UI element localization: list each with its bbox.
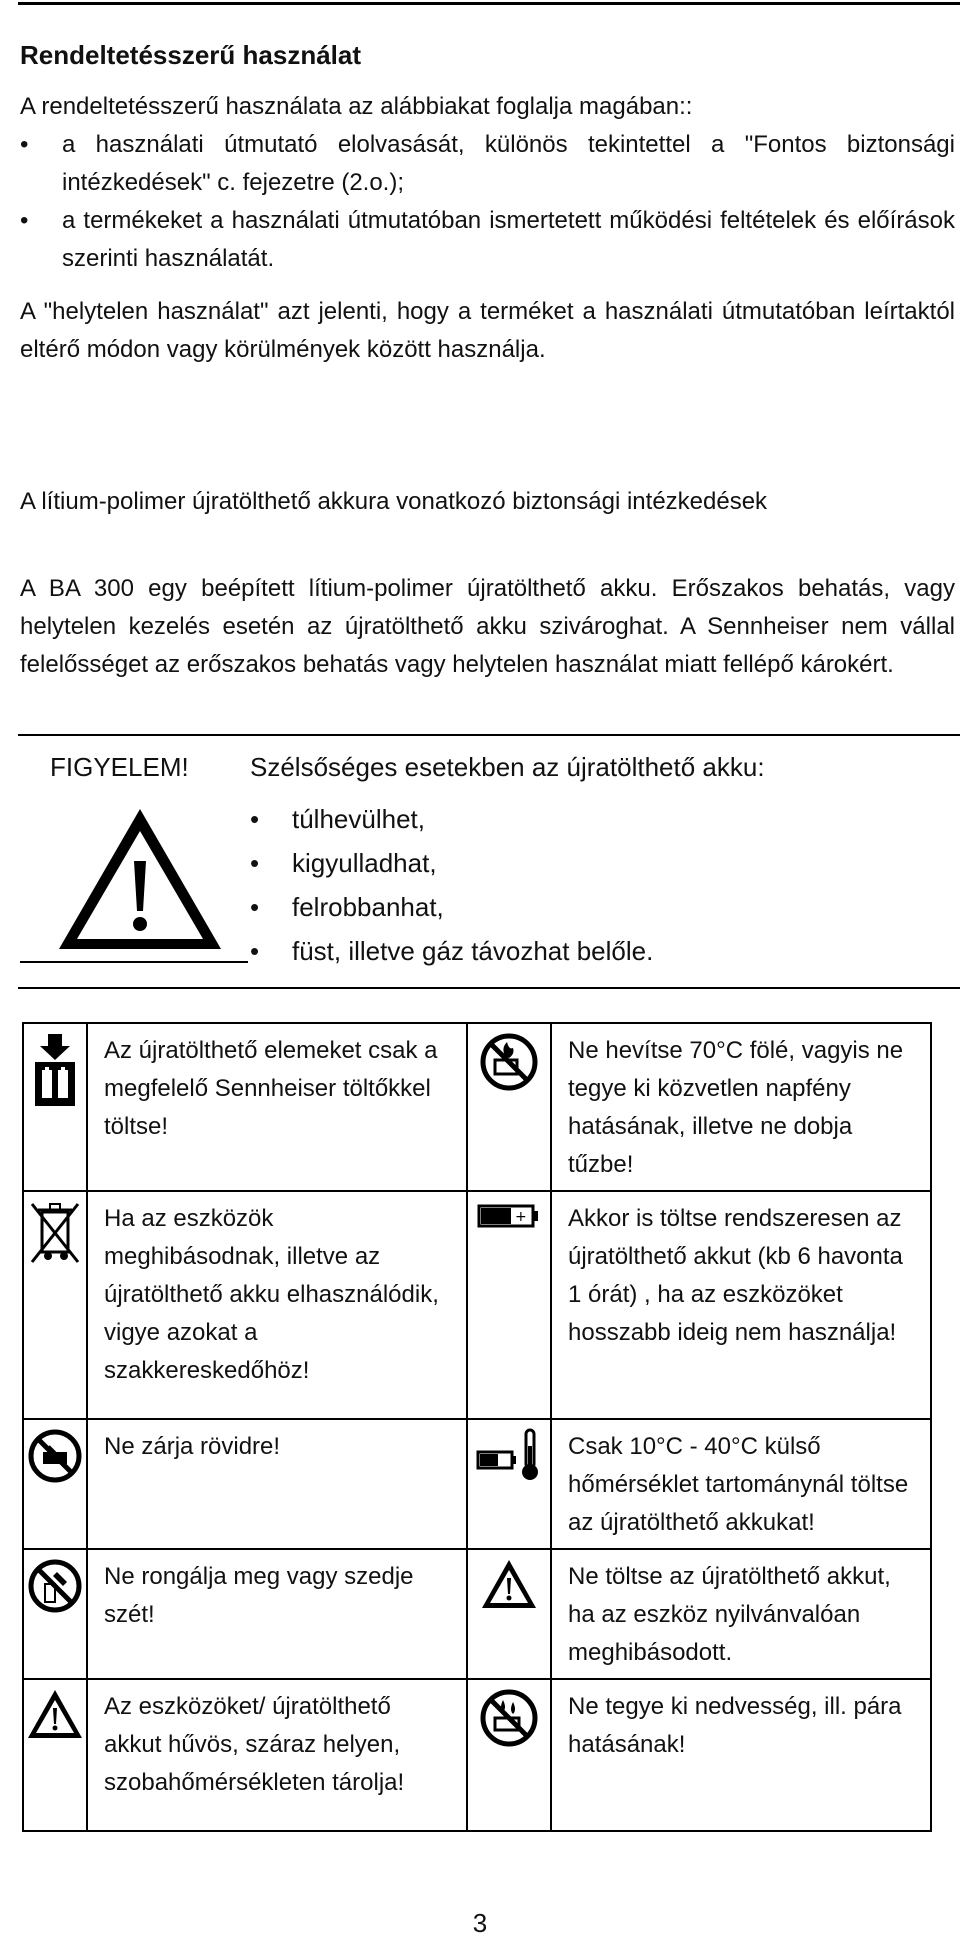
table-cell-icon <box>23 1023 87 1191</box>
table-cell-text: Ha az eszközök meghibásodnak, illetve az újratölthető akku elhasználódik, vigye azokat a szakkereskedőhöz! <box>87 1191 467 1419</box>
page-number: 3 <box>472 1908 488 1938</box>
table-row <box>23 1191 931 1419</box>
table-cell-icon <box>467 1679 551 1831</box>
warning-underline <box>20 961 248 963</box>
no-moisture-icon <box>479 1688 539 1748</box>
intro-text: A rendeltetésszerű használata az alábbiakat foglalja magában:: <box>20 93 693 120</box>
charger-battery-icon <box>30 1032 80 1110</box>
safety-table <box>22 1022 932 1832</box>
list-item-text: a termékeket a használati útmutatóban ismertetett működési feltételek és előírások szerinti használatát. <box>62 207 955 272</box>
list-item: • felrobbanhat, <box>250 885 653 929</box>
no-heat-icon <box>479 1032 539 1092</box>
no-disassemble-icon <box>27 1558 83 1614</box>
table-cell-text: Ne zárja rövidre! <box>87 1419 467 1549</box>
svg-text:+: + <box>515 1209 527 1225</box>
table-cell-text: Csak 10°C - 40°C külső hőmérséklet tartománynál töltse az újratölthető akkukat! <box>551 1419 931 1549</box>
table-row <box>23 1679 931 1831</box>
table-cell-icon <box>467 1191 551 1419</box>
bullet-icon: • <box>20 131 29 158</box>
table-row <box>23 1023 931 1191</box>
table-cell-text: Ne hevítse 70°C fölé, vagyis ne tegye ki közvetlen napfény hatásának, illetve ne dobja tűzbe! <box>551 1023 931 1191</box>
table-cell-icon <box>467 1419 551 1549</box>
list-item-text: a használati útmutató elolvasását, különös tekintettel a "Fontos biztonsági intézkedések" c. fejezetre (2.o.); <box>62 131 955 196</box>
list-item <box>20 202 955 278</box>
list-item: • kigyulladhat, <box>250 841 653 885</box>
misuse-paragraph: A "helytelen használat" azt jelenti, hogy a terméket a használati útmutatóban leírtaktól eltérő módon vagy körülmények között használja. <box>20 298 955 363</box>
table-row <box>23 1419 931 1549</box>
list-item: • túlhevülhet, <box>250 797 653 841</box>
table-cell-text: Az újratölthető elemeket csak a megfelelő Sennheiser töltőkkel töltse! <box>87 1023 467 1191</box>
divider <box>18 734 960 736</box>
table-cell-icon <box>23 1679 87 1831</box>
crossed-bin-icon <box>28 1200 82 1266</box>
table-cell-text: Ne rongálja meg vagy szedje szét! <box>87 1549 467 1679</box>
table-cell-icon <box>467 1549 551 1679</box>
warning-label: FIGYELEM! <box>50 752 189 782</box>
battery-charge-icon <box>477 1200 541 1230</box>
top-rule <box>18 2 960 5</box>
list-item <box>20 126 955 202</box>
divider <box>18 987 960 989</box>
list-item: • füst, illetve gáz távozhat belőle. <box>250 929 653 973</box>
table-cell-text: Az eszközöket/ újratölthető akkut hűvös, száraz helyen, szobahőmérsékleten tárolja! <box>87 1679 467 1831</box>
table-cell-icon <box>467 1023 551 1191</box>
no-short-circuit-icon <box>27 1428 83 1484</box>
warning-triangle-icon <box>55 805 225 953</box>
bullet-icon: • <box>20 207 29 234</box>
table-cell-icon <box>23 1419 87 1549</box>
table-cell-text: Akkor is töltse rendszeresen az újratölthető akkut (kb 6 havonta 1 órát) , ha az eszközöket hosszabb ideig nem használja! <box>551 1191 931 1419</box>
table-row <box>23 1549 931 1679</box>
warning-triangle-icon <box>26 1688 84 1740</box>
table-cell-text: Ne töltse az újratölthető akkut, ha az eszköz nyilvánvalóan meghibásodott. <box>551 1549 931 1679</box>
table-cell-icon <box>23 1191 87 1419</box>
thermometer-battery-icon <box>476 1428 542 1482</box>
table-cell-text: Ne tegye ki nedvesség, ill. pára hatásának! <box>551 1679 931 1831</box>
warning-list <box>250 797 653 973</box>
battery-heading: A lítium-polimer újratölthető akkura vonatkozó biztonsági intézkedések <box>20 488 768 515</box>
warning-triangle-icon <box>480 1558 538 1610</box>
section-title: Rendeltetésszerű használat <box>20 40 362 70</box>
battery-paragraph: A BA 300 egy beépített lítium-polimer újratölthető akku. Erőszakos behatás, vagy helytelen kezelés esetén az újratölthető akku szivároghat. A Sennheiser nem vállal felelősséget az erőszakos behatás vagy helytelen használat miatt fellépő károkért. <box>20 575 955 678</box>
table-cell-icon <box>23 1549 87 1679</box>
warning-intro: Szélsőséges esetekben az újratölthető akku: <box>250 752 765 782</box>
